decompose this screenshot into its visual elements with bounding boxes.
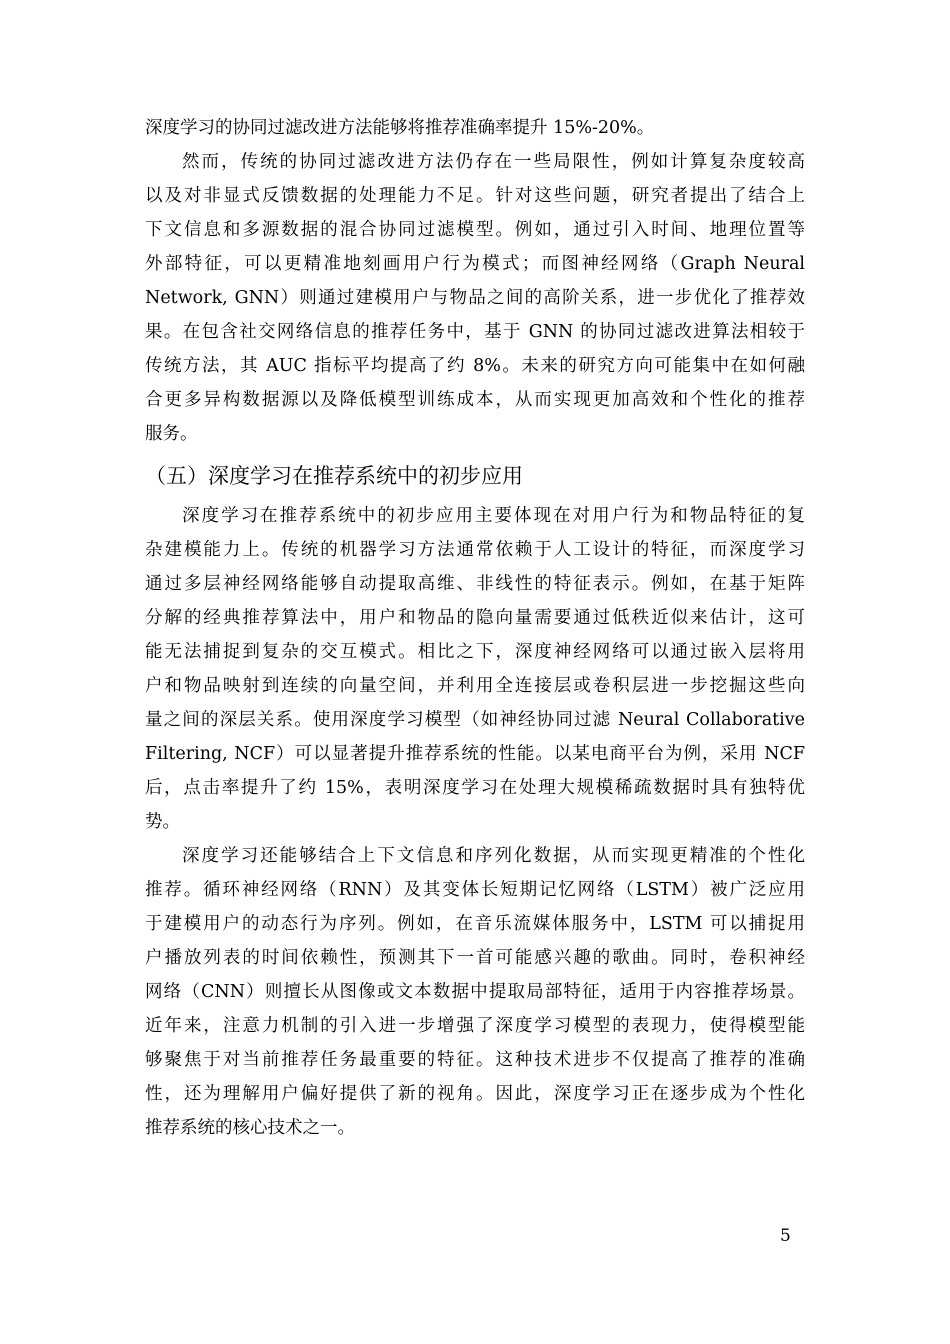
text-line: 势。 <box>145 812 180 832</box>
text-line: 网络（CNN）则擅长从图像或文本数据中提取局部特征，适用于内容推荐场景。 <box>145 982 805 1002</box>
text-line: 杂建模能力上。传统的机器学习方法通常依赖于人工设计的特征，而深度学习 <box>145 540 805 560</box>
text-line: 性，还为理解用户偏好提供了新的视角。因此，深度学习正在逐步成为个性化 <box>145 1084 805 1104</box>
text-line: 深度学习还能够结合上下文信息和序列化数据，从而实现更精准的个性化 <box>182 846 805 866</box>
text-line: 服务。 <box>145 424 198 444</box>
section-heading: （五）深度学习在推荐系统中的初步应用 <box>145 464 523 488</box>
text-line: Filtering, NCF）可以显著提升推荐系统的性能。以某电商平台为例，采用 NCF <box>145 744 805 764</box>
text-line: 然而，传统的协同过滤改进方法仍存在一些局限性，例如计算复杂度较高 <box>182 152 805 172</box>
text-line: 果。在包含社交网络信息的推荐任务中，基于 GNN 的协同过滤改进算法相较于 <box>145 322 805 342</box>
text-line: 合更多异构数据源以及降低模型训练成本，从而实现更加高效和个性化的推荐 <box>145 390 805 410</box>
paragraph-2 <box>145 145 805 451</box>
text-line: 以及对非显式反馈数据的处理能力不足。针对这些问题，研究者提出了结合上 <box>145 186 805 206</box>
paragraph-4 <box>145 839 805 1145</box>
text-line: 户和物品映射到连续的向量空间，并利用全连接层或卷积层进一步挖掘这些向 <box>145 676 805 696</box>
page-number <box>0 1226 790 1246</box>
text-line: 户播放列表的时间依赖性，预测其下一首可能感兴趣的歌曲。同时，卷积神经 <box>145 948 805 968</box>
text-line: 下文信息和多源数据的混合协同过滤模型。例如，通过引入时间、地理位置等 <box>145 220 805 240</box>
text-line: 深度学习在推荐系统中的初步应用主要体现在对用户行为和物品特征的复 <box>182 506 805 526</box>
body-text <box>145 111 805 1145</box>
text-line: 近年来，注意力机制的引入进一步增强了深度学习模型的表现力，使得模型能 <box>145 1016 805 1036</box>
text-line: 推荐。循环神经网络（RNN）及其变体长短期记忆网络（LSTM）被广泛应用 <box>145 880 805 900</box>
text-line: 深度学习的协同过滤改进方法能够将推荐准确率提升 15%-20%。 <box>145 118 655 138</box>
text-line: 传统方法，其 AUC 指标平均提高了约 8%。未来的研究方向可能集中在如何融 <box>145 356 805 376</box>
page-number-text: 5 <box>780 1226 791 1246</box>
paragraph-1 <box>145 111 805 145</box>
text-line: Network, GNN）则通过建模用户与物品之间的高阶关系，进一步优化了推荐效 <box>145 288 805 308</box>
text-line: 通过多层神经网络能够自动提取高维、非线性的特征表示。例如，在基于矩阵 <box>145 574 805 594</box>
text-line: 外部特征，可以更精准地刻画用户行为模式；而图神经网络（Graph Neural <box>145 254 805 274</box>
text-line: 量之间的深层关系。使用深度学习模型（如神经协同过滤 Neural Collaborative <box>145 710 805 730</box>
text-line: 推荐系统的核心技术之一。 <box>145 1118 355 1138</box>
paragraph-3 <box>145 499 805 839</box>
text-line: 够聚焦于对当前推荐任务最重要的特征。这种技术进步不仅提高了推荐的准确 <box>145 1050 805 1070</box>
text-line: 于建模用户的动态行为序列。例如，在音乐流媒体服务中，LSTM 可以捕捉用 <box>145 914 805 934</box>
text-line: 分解的经典推荐算法中，用户和物品的隐向量需要通过低秩近似来估计，这可 <box>145 608 805 628</box>
text-line: 后，点击率提升了约 15%，表明深度学习在处理大规模稀疏数据时具有独特优 <box>145 778 805 798</box>
text-line: 能无法捕捉到复杂的交互模式。相比之下，深度神经网络可以通过嵌入层将用 <box>145 642 805 662</box>
